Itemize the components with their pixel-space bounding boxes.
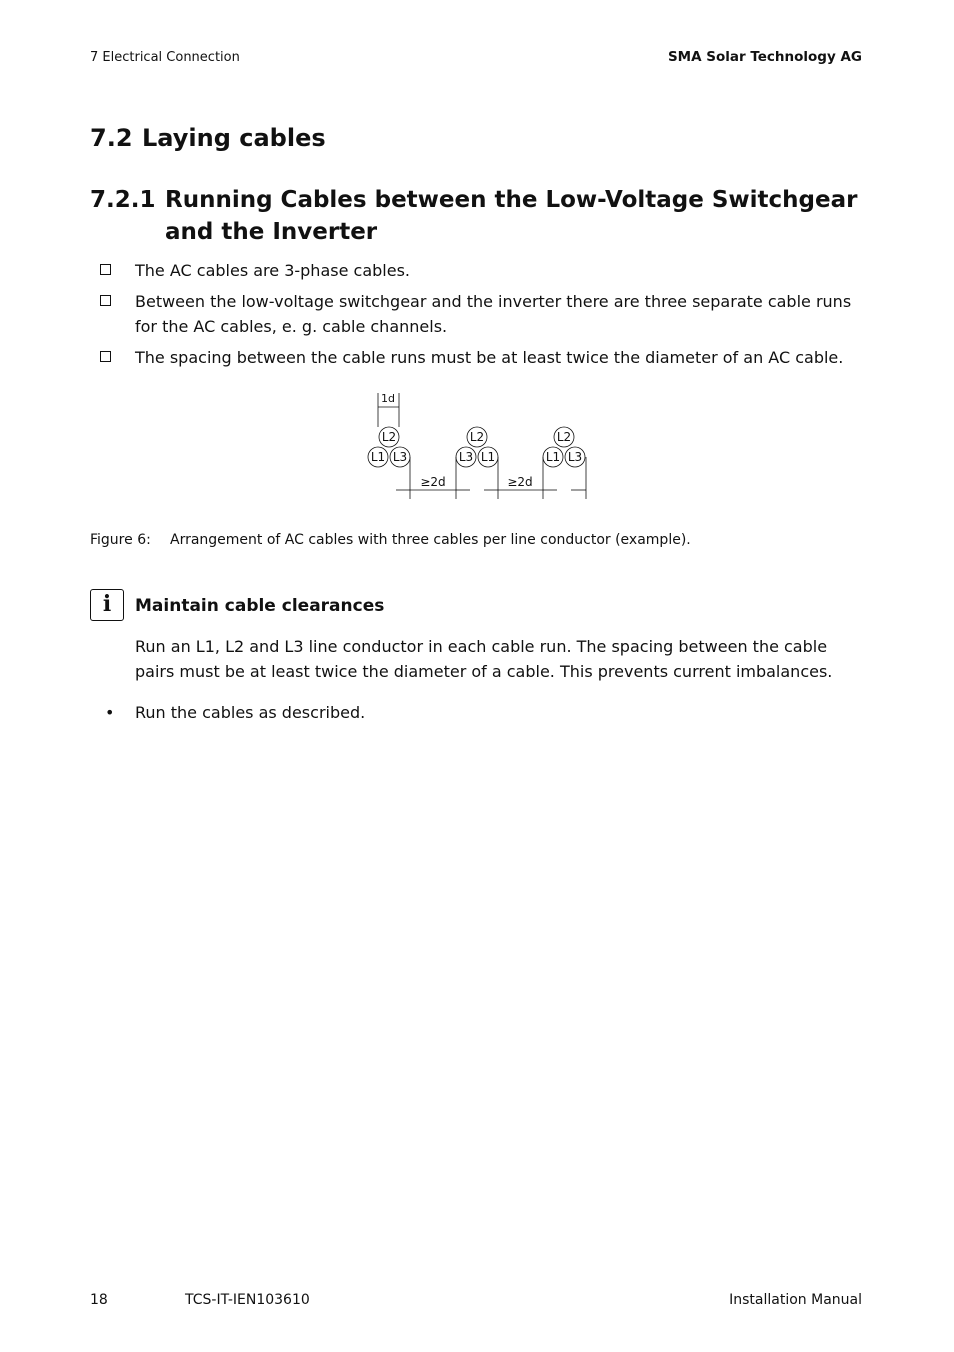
subsection-number: 7.2.1 xyxy=(90,187,156,213)
conductor-label: L3 xyxy=(392,450,408,464)
figure-caption-text: Arrangement of AC cables with three cables per line conductor (example). xyxy=(170,532,691,548)
section-title: Laying cables xyxy=(142,124,326,152)
requirement-item xyxy=(100,289,865,339)
footer-doc-code: TCS-IT-IEN103610 xyxy=(185,1292,310,1308)
instruction-item xyxy=(105,700,365,725)
dim-2d-label: ≥2d xyxy=(507,475,533,489)
info-title: Maintain cable clearances xyxy=(135,596,385,616)
footer-doc-type: Installation Manual xyxy=(729,1292,862,1308)
conductor-label: L3 xyxy=(567,450,583,464)
conductor-label: L3 xyxy=(458,450,474,464)
dim-1d-label: 1d xyxy=(381,392,395,405)
bullet-icon: • xyxy=(105,703,115,722)
figure-caption-label: Figure 6: xyxy=(90,532,151,548)
cable-arrangement-diagram xyxy=(360,385,600,505)
requirement-item xyxy=(100,258,865,283)
conductor-label: L1 xyxy=(370,450,386,464)
subsection-heading xyxy=(90,184,870,248)
requirement-text: The spacing between the cable runs must be at least twice the diameter of an AC cable. xyxy=(135,348,844,367)
cable-arrangement-figure xyxy=(360,385,600,509)
dim-2d-label: ≥2d xyxy=(420,475,446,489)
checkbox-icon xyxy=(100,295,111,306)
figure-caption xyxy=(90,532,691,548)
conductor-label: L2 xyxy=(381,430,397,444)
checkbox-icon xyxy=(100,264,111,275)
header-chapter: 7 Electrical Connection xyxy=(90,50,240,65)
info-body: Run an L1, L2 and L3 line conductor in each cable run. The spacing between the cable pairs must be at least twice the diameter of a cable. This prevents current imbalances. xyxy=(135,637,833,681)
subsection-title: Running Cables between the Low-Voltage Switchgear and the Inverter xyxy=(165,187,858,245)
footer-page-number: 18 xyxy=(90,1292,108,1308)
requirement-item xyxy=(100,345,865,370)
requirement-text: The AC cables are 3-phase cables. xyxy=(135,261,410,280)
conductor-label: L1 xyxy=(480,450,496,464)
conductor-label: L2 xyxy=(469,430,485,444)
checkbox-icon xyxy=(100,351,111,362)
conductor-label: L1 xyxy=(545,450,561,464)
info-icon: i xyxy=(90,589,124,621)
section-number: 7.2 xyxy=(90,124,133,152)
instruction-text: Run the cables as described. xyxy=(135,703,366,722)
conductor-label: L2 xyxy=(556,430,572,444)
section-heading xyxy=(90,124,326,152)
header-company: SMA Solar Technology AG xyxy=(667,49,862,65)
requirement-text: Between the low-voltage switchgear and the inverter there are three separate cable runs for the AC cables, e. g. cable channels. xyxy=(135,292,852,336)
